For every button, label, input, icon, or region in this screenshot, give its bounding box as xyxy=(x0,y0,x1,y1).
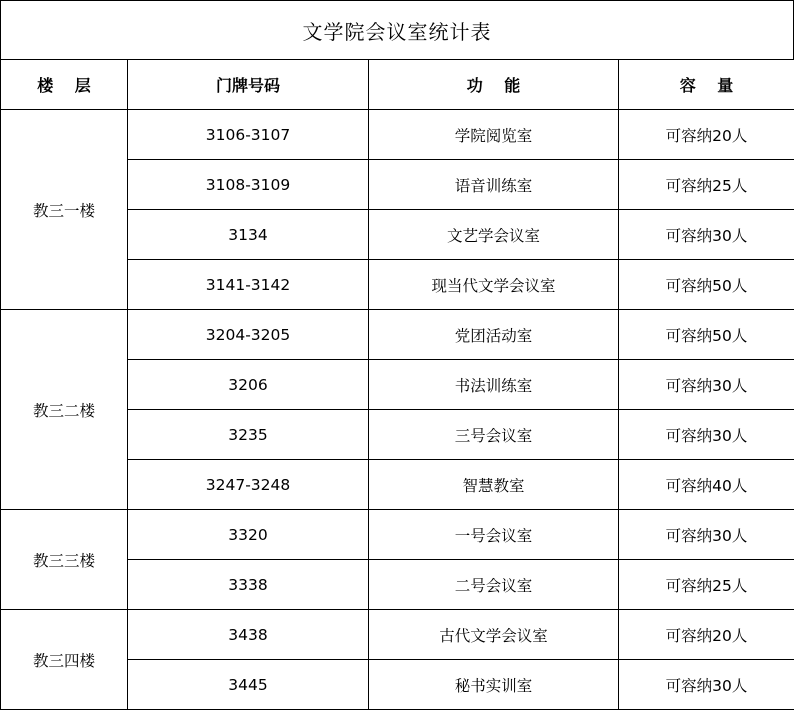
function-cell: 学院阅览室 xyxy=(369,110,619,160)
function-cell: 现当代文学会议室 xyxy=(369,260,619,310)
header-floor: 楼 层 xyxy=(1,60,128,110)
function-cell: 语音训练室 xyxy=(369,160,619,210)
door-number-cell: 3320 xyxy=(128,510,369,560)
table-row xyxy=(1,510,794,560)
table-row xyxy=(1,310,794,360)
header-door-number: 门牌号码 xyxy=(128,60,369,110)
capacity-cell: 可容纳30人 xyxy=(619,210,794,260)
function-cell: 一号会议室 xyxy=(369,510,619,560)
function-cell: 三号会议室 xyxy=(369,410,619,460)
door-number-cell: 3247-3248 xyxy=(128,460,369,510)
table-row xyxy=(1,110,794,160)
floor-cell: 教三三楼 xyxy=(1,510,128,610)
function-cell: 党团活动室 xyxy=(369,310,619,360)
header-capacity: 容 量 xyxy=(619,60,794,110)
capacity-cell: 可容纳20人 xyxy=(619,110,794,160)
door-number-cell: 3141-3142 xyxy=(128,260,369,310)
function-cell: 文艺学会议室 xyxy=(369,210,619,260)
function-cell: 智慧教室 xyxy=(369,460,619,510)
door-number-cell: 3108-3109 xyxy=(128,160,369,210)
door-number-cell: 3445 xyxy=(128,660,369,710)
header-function: 功 能 xyxy=(369,60,619,110)
door-number-cell: 3106-3107 xyxy=(128,110,369,160)
function-cell: 秘书实训室 xyxy=(369,660,619,710)
capacity-cell: 可容纳25人 xyxy=(619,160,794,210)
capacity-cell: 可容纳30人 xyxy=(619,360,794,410)
door-number-cell: 3204-3205 xyxy=(128,310,369,360)
header-row xyxy=(1,60,794,110)
function-cell: 二号会议室 xyxy=(369,560,619,610)
door-number-cell: 3134 xyxy=(128,210,369,260)
capacity-cell: 可容纳40人 xyxy=(619,460,794,510)
table-row xyxy=(1,610,794,660)
door-number-cell: 3235 xyxy=(128,410,369,460)
capacity-cell: 可容纳20人 xyxy=(619,610,794,660)
capacity-cell: 可容纳30人 xyxy=(619,410,794,460)
capacity-cell: 可容纳50人 xyxy=(619,260,794,310)
door-number-cell: 3206 xyxy=(128,360,369,410)
capacity-cell: 可容纳30人 xyxy=(619,510,794,560)
capacity-cell: 可容纳25人 xyxy=(619,560,794,610)
capacity-cell: 可容纳30人 xyxy=(619,660,794,710)
capacity-cell: 可容纳50人 xyxy=(619,310,794,360)
floor-cell: 教三二楼 xyxy=(1,310,128,510)
door-number-cell: 3338 xyxy=(128,560,369,610)
table-title: 文学院会议室统计表 xyxy=(0,0,794,59)
door-number-cell: 3438 xyxy=(128,610,369,660)
floor-cell: 教三一楼 xyxy=(1,110,128,310)
table-body xyxy=(1,110,794,710)
function-cell: 书法训练室 xyxy=(369,360,619,410)
floor-cell: 教三四楼 xyxy=(1,610,128,710)
meeting-room-table xyxy=(0,59,794,710)
function-cell: 古代文学会议室 xyxy=(369,610,619,660)
